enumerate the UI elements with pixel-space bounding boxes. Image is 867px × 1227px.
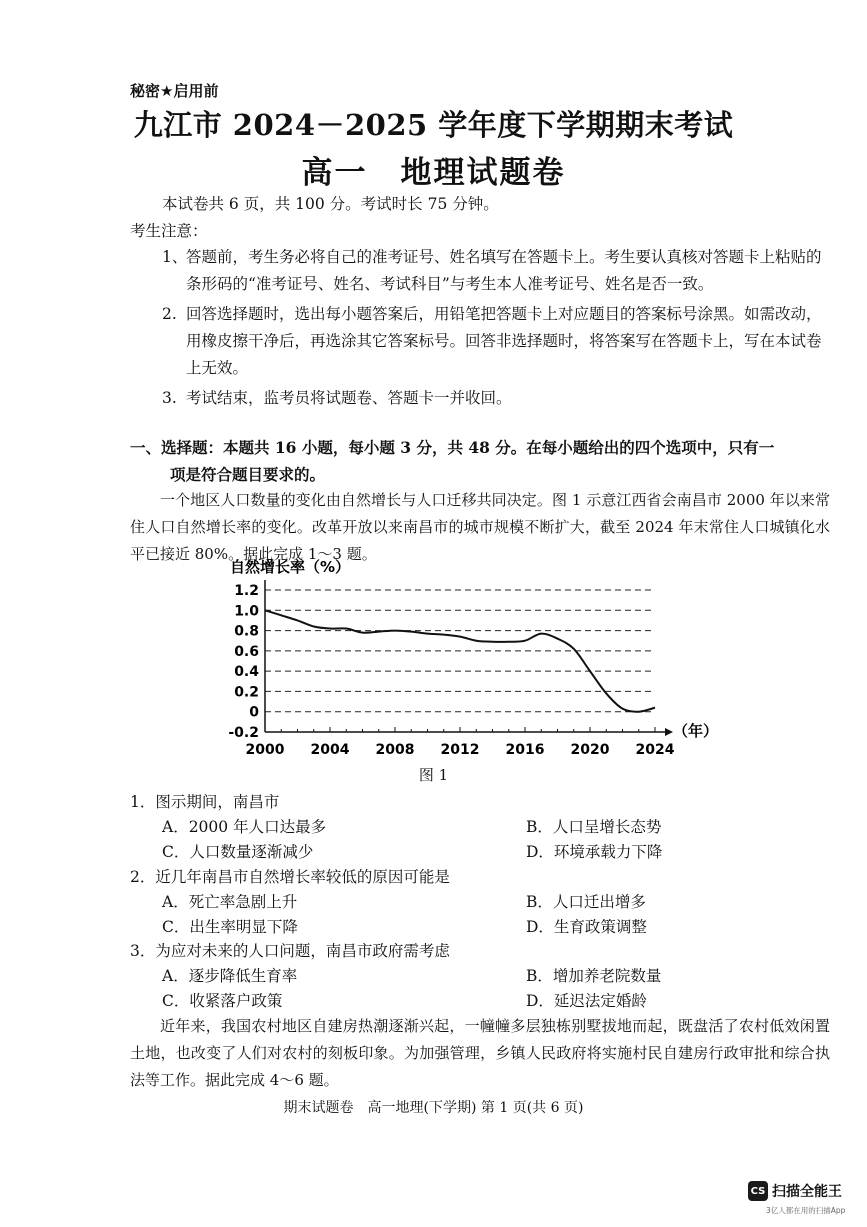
camscanner-icon: CS — [748, 1181, 768, 1201]
option-c: C．出生率明显下降 — [162, 918, 298, 936]
axes — [265, 580, 673, 736]
question-stem-2 — [130, 1013, 830, 1094]
option-a: A．逐步降低生育率 — [162, 967, 298, 985]
x-tick-label: 2000 — [245, 742, 285, 758]
y-tick-label: 1.2 — [234, 583, 259, 599]
notice-heading: 考生注意： — [130, 222, 208, 240]
page-footer: 期末试题卷 高一地理(下学期) 第 1 页(共 6 页) — [283, 1100, 584, 1116]
section-heading — [130, 434, 830, 488]
x-axis-arrow — [665, 728, 673, 736]
y-tick-label: -0.2 — [228, 725, 259, 741]
y-tick-label: 0 — [249, 704, 259, 721]
grid-lines — [265, 590, 655, 712]
scanner-tagline: 3亿人都在用的扫描App — [766, 1206, 846, 1215]
option-d: D．环境承载力下降 — [526, 843, 663, 861]
question-text: 3．为应对未来的人口问题，南昌市政府需考虑 — [130, 942, 450, 960]
question-text: 2．近几年南昌市自然增长率较低的原因可能是 — [130, 868, 450, 886]
series-line — [265, 610, 655, 711]
scanner-app-name: 扫描全能王 — [772, 1184, 842, 1200]
exam-subtitle: 高一 地理试题卷 — [301, 155, 566, 191]
x-tick-label: 2016 — [505, 742, 545, 758]
y-tick-label: 0.2 — [234, 684, 259, 701]
question-text: 1．图示期间，南昌市 — [130, 793, 280, 811]
x-tick-label: 2008 — [375, 742, 415, 758]
stem-text: 一个地区人口数量的变化由自然增长与人口迁移共同决定。图 1 示意江西省会南昌市 2000 年以来常住人口自然增长率的变化。改革开放以来南昌市的城市规模不断扩大，截至 2024 年末常住人口城镇化水平已接近 80%。据此完成 1～3 题。 — [130, 491, 830, 563]
question-3 — [130, 939, 830, 1014]
option-list — [130, 815, 830, 865]
notice-number: 2. — [162, 305, 177, 323]
section-heading-line2: 项是符合题目要求的。 — [170, 465, 326, 484]
x-tick-label: 2024 — [635, 742, 675, 758]
notice-text: 考试结束，监考员将试题卷、答题卡一并收回。 — [186, 389, 512, 407]
notice-list — [130, 244, 830, 415]
exam-title: 九江市 2024－2025 学年度下学期期末考试 — [133, 108, 734, 142]
section-heading-line1: 一、选择题：本题共 16 小题，每小题 3 分，共 48 分。在每小题给出的四个选项中，只有一 — [130, 438, 775, 457]
y-tick-label: 0.4 — [234, 664, 259, 681]
secret-label: 秘密★启用前 — [130, 82, 219, 100]
notice-number: 1、 — [162, 248, 188, 266]
y-axis-label: 自然增长率（%） — [230, 558, 351, 576]
notice-text: 答题前，考生务必将自己的准考证号、姓名填写在答题卡上。考生要认真核对答题卡上粘贴的条形码的“准考证号、姓名、考试科目”与考生本人准考证号、姓名是否一致。 — [186, 248, 822, 293]
option-c: C．人口数量逐渐减少 — [162, 843, 314, 861]
x-tick-label: 2004 — [310, 742, 350, 758]
growth-rate-chart — [225, 556, 725, 761]
x-tick-label: 2020 — [570, 742, 610, 758]
notice-number: 3. — [162, 389, 177, 407]
notice-item — [130, 385, 830, 412]
option-a: A．2000 年人口达最多 — [162, 818, 327, 836]
option-b: B．人口呈增长态势 — [526, 818, 662, 836]
x-axis-label: （年） — [673, 722, 719, 740]
notice-item — [130, 244, 830, 298]
y-tick-label: 0.6 — [234, 643, 259, 660]
figure-caption: 图 1 — [418, 766, 449, 784]
exam-intro: 本试卷共 6 页，共 100 分。考试时长 75 分钟。 — [162, 195, 499, 213]
scanner-badge — [748, 1181, 842, 1201]
option-d: D．延迟法定婚龄 — [526, 992, 647, 1010]
y-tick-label: 1.0 — [234, 603, 259, 620]
notice-text: 回答选择题时，选出每小题答案后，用铅笔把答题卡上对应题目的答案标号涂黑。如需改动，用橡皮擦干净后，再选涂其它答案标号。回答非选择题时，将答案写在答题卡上，写在本试卷上无效。 — [186, 305, 822, 377]
option-b: B．人口迁出增多 — [526, 893, 646, 911]
option-list — [130, 964, 830, 1014]
notice-item — [130, 301, 830, 382]
option-c: C．收紧落户政策 — [162, 992, 283, 1010]
question-2 — [130, 865, 830, 940]
option-a: A．死亡率急剧上升 — [162, 893, 298, 911]
stem-text: 近年来，我国农村地区自建房热潮逐渐兴起，一幢幢多层独栋别墅拔地而起，既盘活了农村低效闲置土地，也改变了人们对农村的刻板印象。为加强管理，乡镇人民政府将实施村民自建房行政审批和综合执法等工作。据此完成 4～6 题。 — [130, 1017, 830, 1089]
option-d: D．生育政策调整 — [526, 918, 647, 936]
y-tick-label: 0.8 — [234, 623, 259, 640]
question-1 — [130, 790, 830, 865]
option-list — [130, 890, 830, 940]
option-b: B．增加养老院数量 — [526, 967, 662, 985]
x-tick-label: 2012 — [440, 742, 480, 758]
